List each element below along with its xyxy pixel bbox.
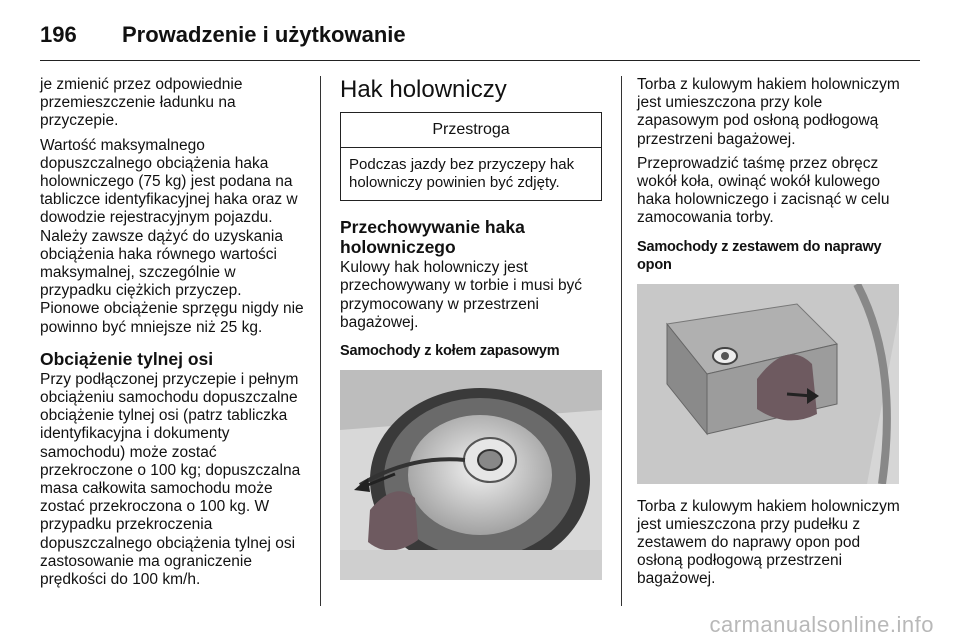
paragraph: Przy podłączonej przyczepie i pełnym obciążeniu samochodu dopuszczalne obciążenie tylnej osi (patrz tabliczka identyfikacyjna i dokumenty samochodu) może zostać przekroczone o 100 kg; dopuszczalna masa całkowita samochodu może zostać przekroczona o 100 kg. W przypadku przekroczenia dopuszczalnego obciążenia tylnej osi zastosowanie ma ograniczenie prędkości do 100 km/h.	[40, 370, 301, 589]
header-divider	[40, 60, 920, 61]
column-right	[637, 76, 902, 595]
column-middle	[340, 76, 602, 594]
page-number: 196	[40, 22, 77, 47]
paragraph: Torba z kulowym hakiem holowniczym jest umieszczona przy kole zapasowym pod osłoną podłogową przestrzeni bagażowej.	[637, 76, 900, 148]
subheading-spare-wheel: Samochody z kołem zapasowym	[340, 343, 560, 360]
caution-title: Przestroga	[341, 113, 601, 148]
column-divider	[621, 76, 622, 606]
tyre-repair-kit-illustration	[637, 284, 899, 484]
caution-box	[340, 112, 602, 201]
paragraph: Torba z kulowym hakiem holowniczym jest umieszczona przy pudełku z zestawem do naprawy opon pod osłoną podłogową przestrzeni bagażowej.	[637, 497, 900, 588]
section-heading-rear-axle: Obciążenie tylnej osi	[40, 348, 214, 369]
section-heading-storage: Przechowywanie haka holowniczego	[340, 217, 525, 258]
paragraph: Przeprowadzić taśmę przez obręcz wokół koła, owinąć wokół kulowego haka holowniczego i zacisnąć w celu zamocowania torby.	[637, 154, 890, 227]
paragraph: Wartość maksymalnego dopuszczalnego obciążenia haka holowniczego (75 kg) jest podana na tabliczce identyfikacyjnej haka oraz w dowodzie rejestracyjnym pojazdu. Należy zawsze dążyć do uzyskania obciążenia haka równego wartości maksymalnej, szczególnie w przypadku ciężkich przyczep. Pionowe obciążenie sprzęgu nigdy nie powinno być mniejsze niż 25 kg.	[40, 136, 304, 336]
subheading-tyre-repair-kit: Samochody z zestawem do naprawy opon	[637, 238, 882, 273]
column-divider	[320, 76, 321, 606]
page-title: Prowadzenie i użytkowanie	[122, 22, 406, 47]
section-title-tow-hitch: Hak holowniczy	[340, 76, 507, 103]
column-left	[40, 76, 305, 595]
page-header	[40, 14, 920, 58]
paragraph: je zmienić przez odpowiednie przemieszczenie ładunku na przyczepie.	[40, 76, 243, 130]
paragraph: Kulowy hak holowniczy jest przechowywany w torbie i musi być przymocowany w przestrzeni bagażowej.	[340, 259, 583, 331]
caution-text: Podczas jazdy bez przyczepy hak holowniczy powinien być zdjęty.	[349, 156, 575, 192]
watermark: carmanualsonline.info	[709, 612, 934, 637]
spare-wheel-illustration	[340, 370, 602, 580]
